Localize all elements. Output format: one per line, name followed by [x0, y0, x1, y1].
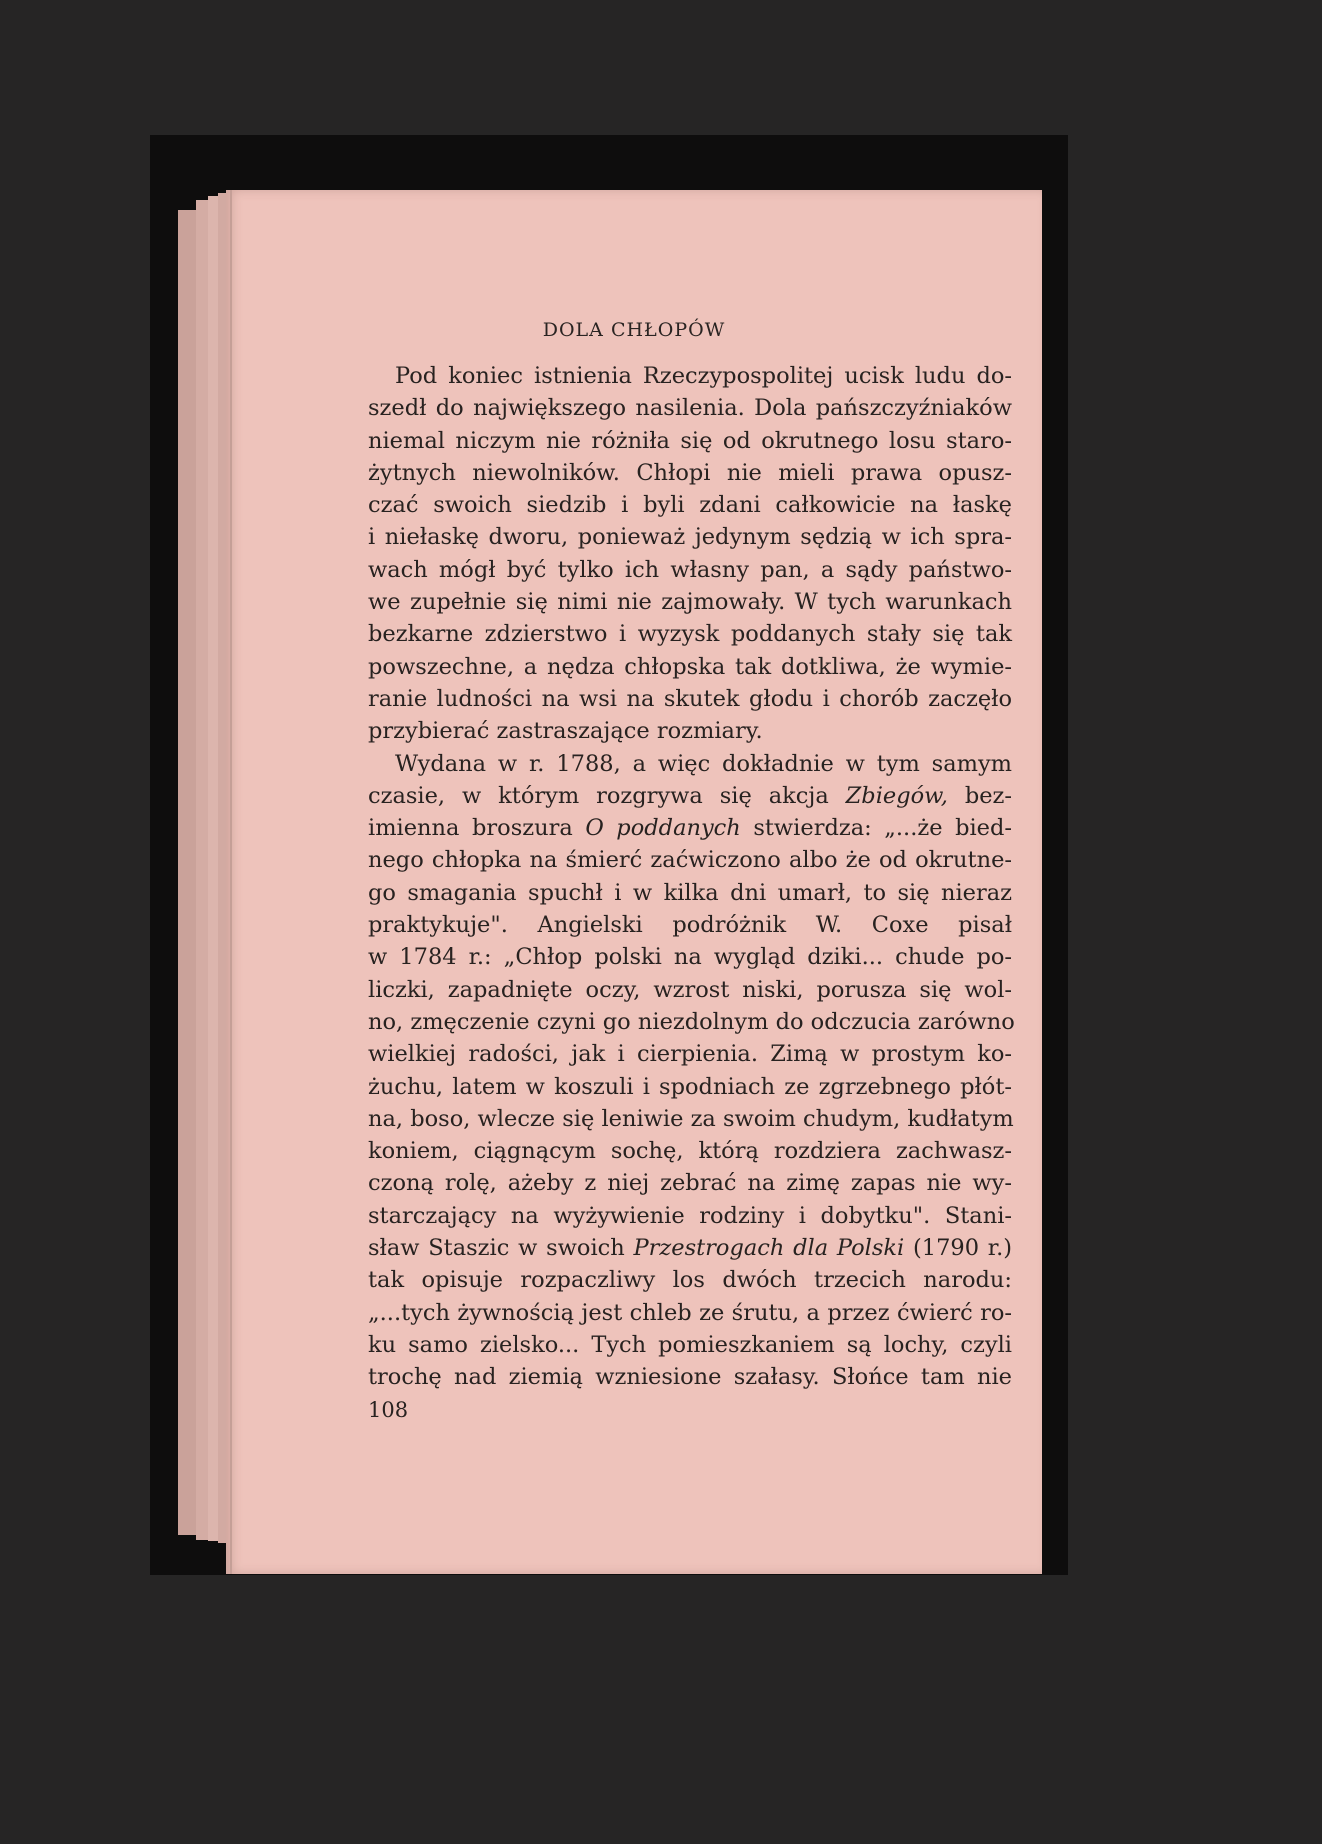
- text-line: szedł do największego nasilenia. Dola pańszczyźniaków: [368, 395, 1012, 422]
- text-line: wielkiej radości, jak i cierpienia. Zimą w prostym ko-: [368, 1041, 1012, 1068]
- body-text: [368, 360, 1015, 1394]
- text-line: na, boso, wlecze się leniwie za swoim chudym, kudłatym: [368, 1105, 1014, 1132]
- italic-title: Przestrogach dla Polski: [633, 1235, 905, 1262]
- text-line: no, zmęczenie czyni go niezdolnym do odczucia zarówno: [368, 1008, 1015, 1035]
- text-line: imienna broszura O poddanych stwierdza: „...że bied-: [368, 815, 1013, 842]
- text-line: wach mógł być tylko ich własny pan, a sądy państwo-: [368, 556, 1012, 583]
- italic-title: O poddanych: [585, 815, 741, 842]
- text-line: ranie ludności na wsi na skutek głodu i chorób zaczęło: [368, 685, 1012, 712]
- text-line: powszechne, a nędza chłopska tak dotkliwa, że wymie-: [368, 653, 1012, 680]
- text-line: we zupełnie się nimi nie zajmowały. W tych warunkach: [368, 589, 1012, 616]
- text-line: czoną rolę, ażeby z niej zebrać na zimę zapas nie wy-: [368, 1170, 1012, 1197]
- text-line: przybierać zastraszające rozmiary.: [368, 718, 763, 745]
- text-line: praktykuje". Angielski podróżnik W. Coxe pisał: [368, 912, 1012, 939]
- text-line: bezkarne zdzierstwo i wyzysk poddanych stały się tak: [368, 621, 1012, 648]
- text-line: sław Staszic w swoich Przestrogach dla Polski (1790 r.): [368, 1235, 1012, 1262]
- page-number: 108: [368, 1398, 409, 1422]
- text-line: Pod koniec istnienia Rzeczypospolitej ucisk ludu do-: [395, 363, 1012, 389]
- text-line: „...tych żywnością jest chleb ze śrutu, a przez ćwierć ro-: [368, 1299, 1012, 1326]
- text-line: liczki, zapadnięte oczy, wzrost niski, porusza się wol-: [368, 976, 1012, 1003]
- running-head: DOLA CHŁOPÓW: [542, 319, 726, 341]
- text-line: trochę nad ziemią wzniesione szałasy. Słońce tam nie: [368, 1364, 1012, 1391]
- text-line: niemal niczym nie różniła się od okrutnego losu staro-: [368, 427, 1012, 454]
- text-line: żuchu, latem w koszuli i spodniach ze zgrzebnego płót-: [368, 1073, 1012, 1100]
- text-line: czać swoich siedzib i byli zdani całkowicie na łaskę: [368, 492, 1012, 519]
- page-gutter-line: [230, 190, 232, 1574]
- text-line: w 1784 r.: „Chłop polski na wygląd dziki... chude po-: [368, 944, 1012, 971]
- text-line: go smagania spuchł i w kilka dni umarł, to się nieraz: [368, 879, 1012, 906]
- book-page: [226, 190, 1042, 1574]
- text-line: tak opisuje rozpaczliwy los dwóch trzecich narodu:: [368, 1267, 1012, 1294]
- text-line: czasie, w którym rozgrywa się akcja Zbiegów, bez-: [368, 782, 1012, 809]
- text-line: i niełaskę dworu, ponieważ jedynym sędzią w ich spra-: [368, 524, 1012, 551]
- italic-title: Zbiegów,: [845, 782, 948, 809]
- text-line: ku samo zielsko... Tych pomieszkaniem są lochy, czyli: [368, 1331, 1012, 1358]
- text-line: koniem, ciągnącym sochę, którą rozdziera zachwasz-: [368, 1138, 1012, 1165]
- text-line: Wydana w r. 1788, a więc dokładnie w tym samym: [395, 750, 1012, 777]
- text-line: starczający na wyżywienie rodziny i dobytku". Stani-: [368, 1202, 1012, 1229]
- text-line: nego chłopka na śmierć zaćwiczono albo że od okrutne-: [368, 847, 1012, 874]
- text-line: żytnych niewolników. Chłopi nie mieli prawa opusz-: [368, 459, 1012, 486]
